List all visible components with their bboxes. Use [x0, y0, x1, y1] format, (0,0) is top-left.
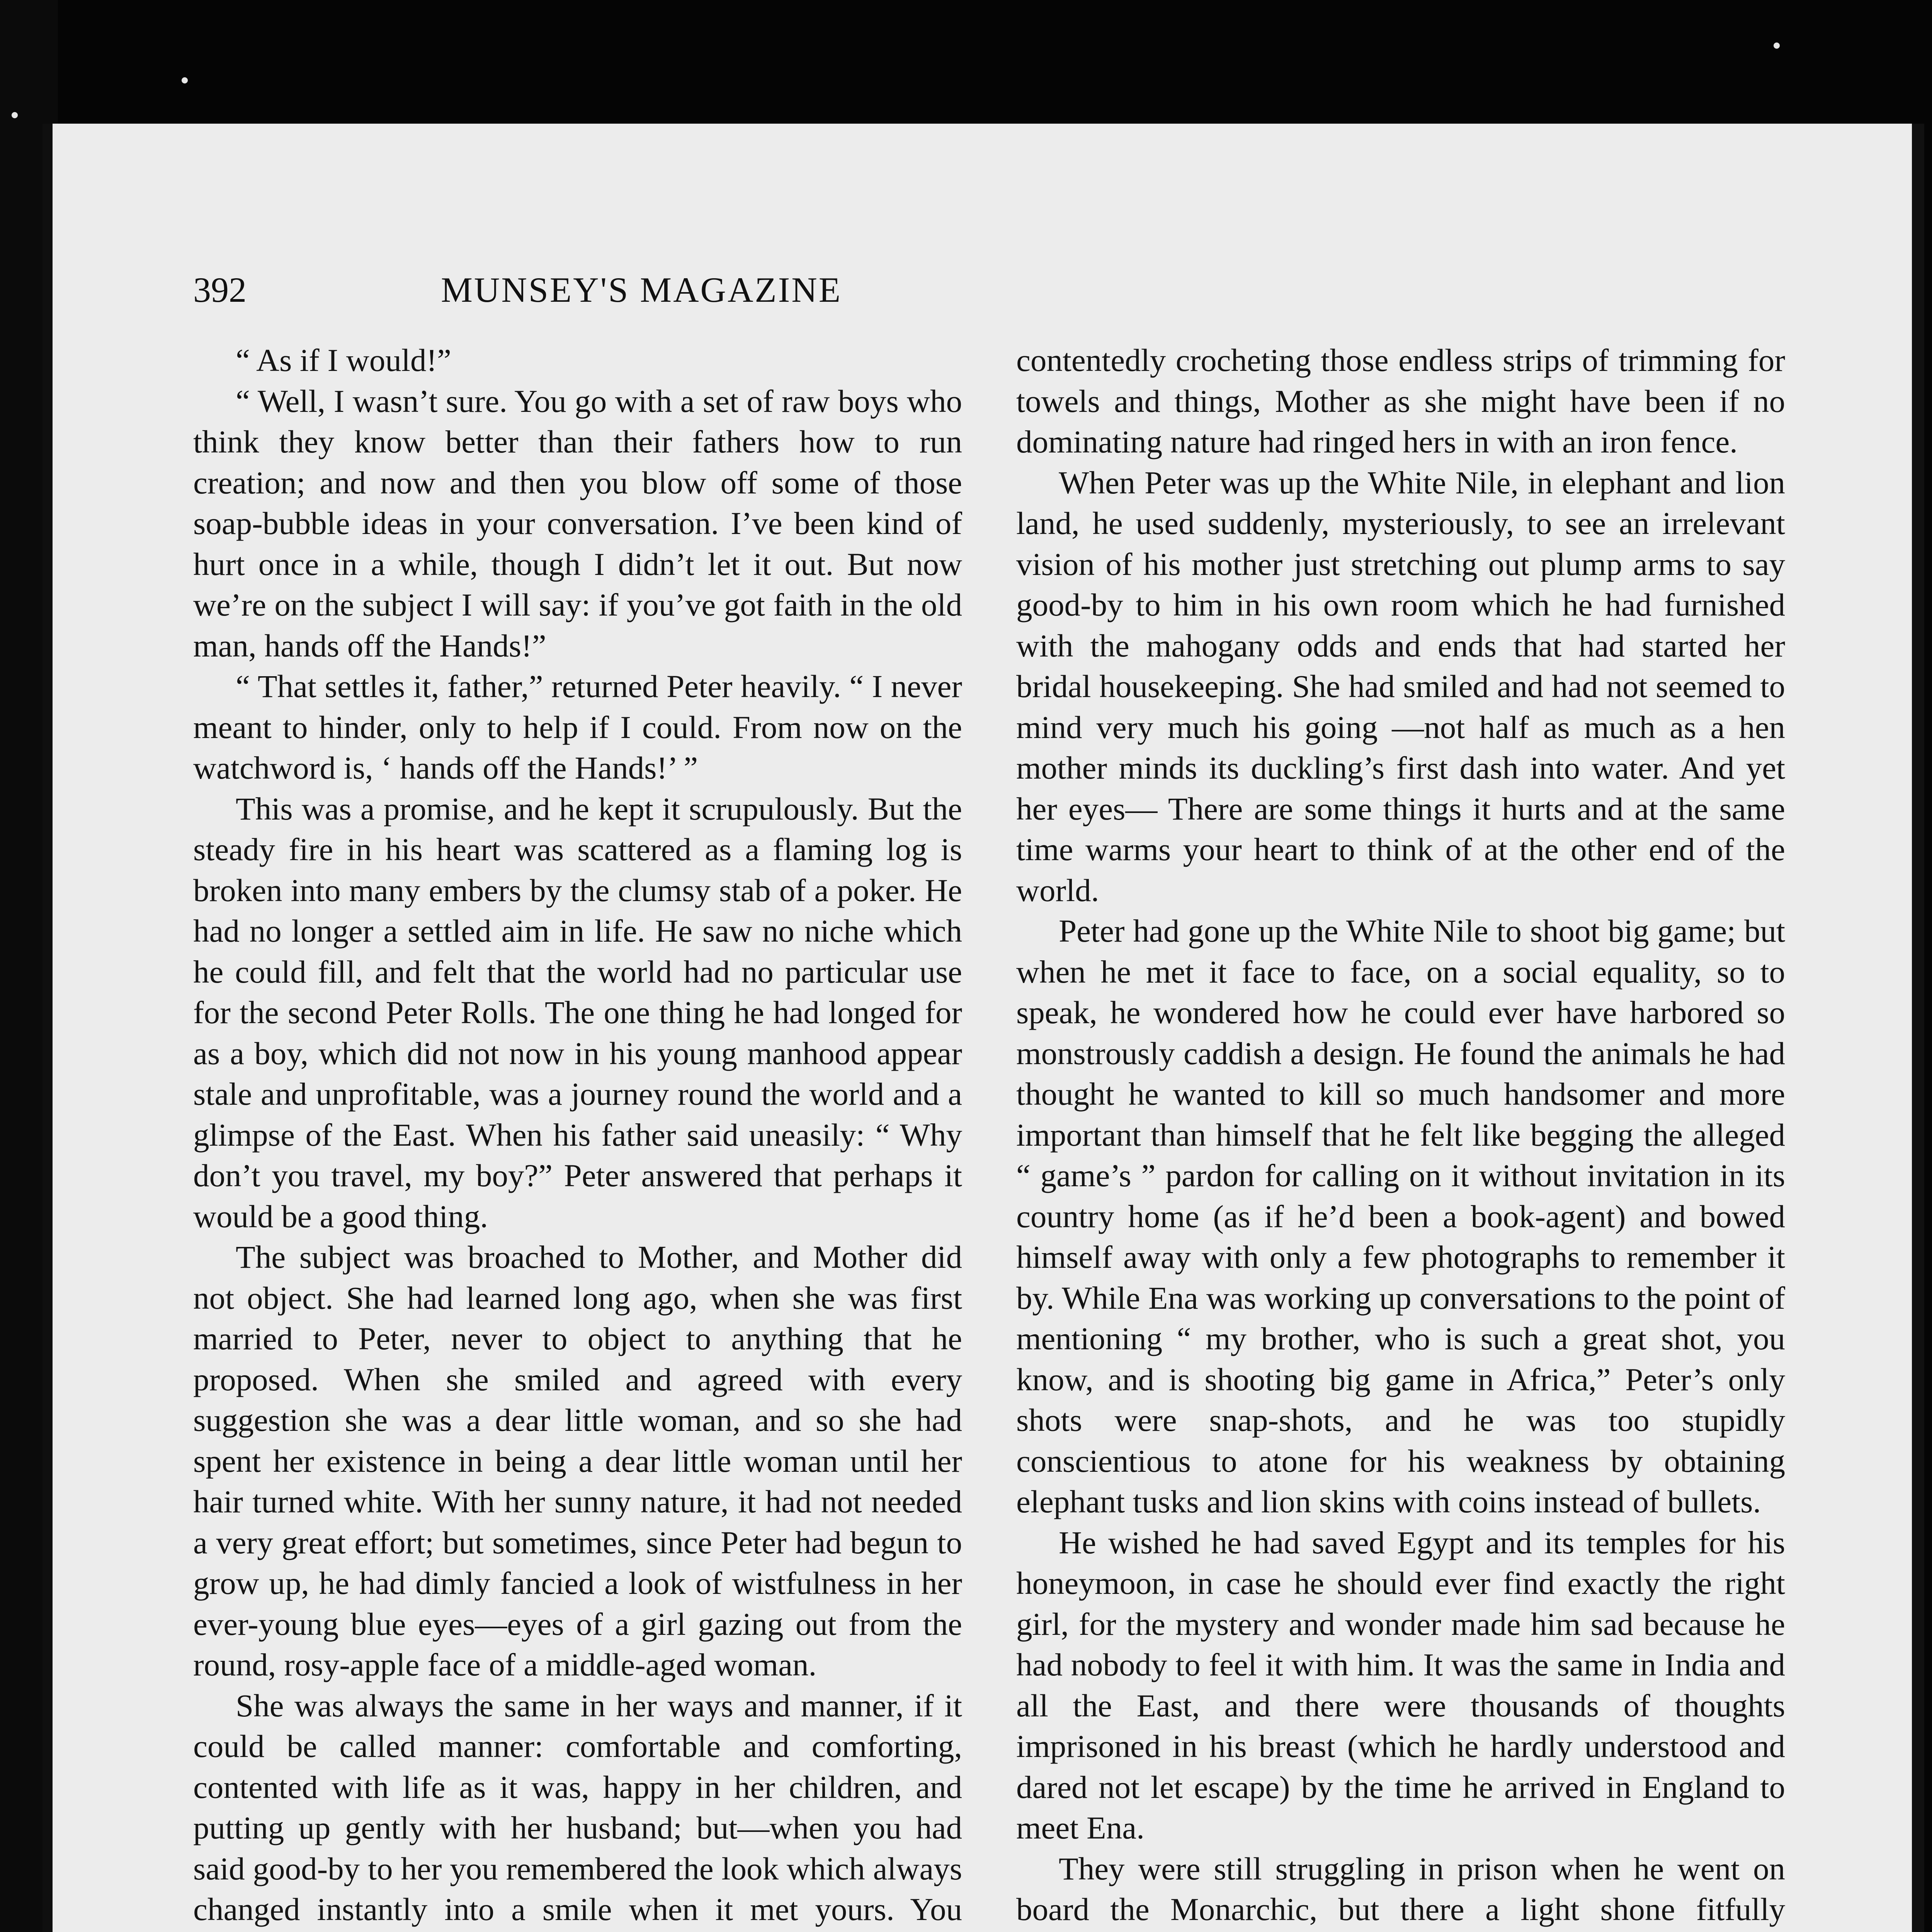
paragraph: When Peter was up the White Nile, in elephant and lion land, he used suddenly, mysteriously, to see an irrelevant vision of his mother just stretching out plump arms to say good-by to him in his own room which he had furnished with the mahogany odds and ends that had started her bridal housekeeping. She had smiled and had not seemed to mind very much his going —not half as much as a hen mother minds its duckling’s first dash into water. And yet her eyes— There are some things it hurts and at the same time warms your heart to think of at the other end of the world. [1016, 464, 1785, 908]
scan-speck [182, 77, 188, 83]
paragraph: “ As if I would!” [236, 342, 451, 378]
left-text-column [193, 340, 962, 1932]
scan-speck [12, 112, 18, 118]
paragraph: He wished he had saved Egypt and its temples for his honeymoon, in case he should ever find exactly the right girl, for the mystery and wonder made him sad because he had nobody to feel it with him. It was the same in India and all the East, and there were thousands of thoughts imprisoned in his breast (which he hardly understood and dared not let escape) by the time he arrived in England to meet Ena. [1016, 1524, 1785, 1845]
magazine-title: MUNSEY'S MAGAZINE [441, 270, 842, 310]
right-text-column [1016, 340, 1785, 1932]
page-number: 392 [193, 270, 247, 310]
paragraph: “ Well, I wasn’t sure. You go with a set of raw boys who think they know better than their fathers how to run creation; and now and then you blow off some of those soap-bubble ideas in your conversation. I’ve been kind of hurt once in a while, though I didn’t let it out. But now we’re on the subject I will say: if you’ve got faith in the old man, hands off the Hands!” [193, 383, 962, 663]
paragraph: The subject was broached to Mother, and Mother did not object. She had learned long ago, when she was first married to Peter, never to object to anything that he proposed. When she smiled and agreed with every suggestion she was a dear little woman, and so she had spent her existence in being a dear little woman until her hair turned white. With her sunny nature, it had not needed a very great effort; but sometimes, since Peter had begun to grow up, he had dimly fancied a look of wistfulness in her ever-young blue eyes—eyes of a girl gazing out from the round, rosy-apple face of a middle-aged woman. [193, 1239, 962, 1682]
paragraph: This was a promise, and he kept it scrupulously. But the steady fire in his heart was scattered as a flaming log is broken into many embers by the clumsy stab of a poker. He had no longer a settled aim in life. He saw no niche which he could fill, and felt that the world had no particular use for the second Peter Rolls. The one thing he had longed for as a boy, which did not now in his young manhood appear stale and unprofitable, was a journey round the world and a glimpse of the East. When his father said uneasily: “ Why don’t you travel, my boy?” Peter answered that perhaps it would be a good thing. [193, 791, 962, 1234]
paragraph: Peter had gone up the White Nile to shoot big game; but when he met it face to face, on a social equality, so to speak, he wondered how he could ever have harbored so monstrously caddish a design. He found the animals he had thought he wanted to kill so much handsomer and more important than himself that he felt like begging the alleged “ game’s ” pardon for calling on it without invitation in its country home (as if he’d been a book-agent) and bowed himself away with only a few photographs to remember it by. While Ena was working up conversations to the point of mentioning “ my brother, who is such a great shot, you know, and is shooting big game in Africa,” Peter’s only shots were snap-shots, and he was too stupidly conscientious to atone for his weakness by obtaining elephant tusks and lion skins with coins instead of bullets. [1016, 913, 1785, 1519]
paragraph: “ That settles it, father,” returned Peter heavily. “ I never meant to hinder, only to help if I could. From now on the watchword is, ‘ hands off the Hands!’ ” [193, 668, 962, 786]
scan-speck [1774, 43, 1780, 49]
paragraph-continued: contentedly crocheting those endless strips of trimming for towels and things, Mother as she might have been if no dominating nature had ringed hers in with an iron fence. [1016, 342, 1785, 459]
paragraph: She was always the same in her ways and manner, if it could be called manner: comfortable and comforting, contented with life as it was, happy in her children, and putting up gently with her husband; but—when you had said good-by to her you remembered the look which always changed instantly into a smile when it met yours. You [193, 1687, 962, 1927]
running-head [193, 263, 974, 317]
paragraph: They were still struggling in prison when he went on board the Monarchic, but there a light shone fitfully [1016, 1850, 1785, 1927]
